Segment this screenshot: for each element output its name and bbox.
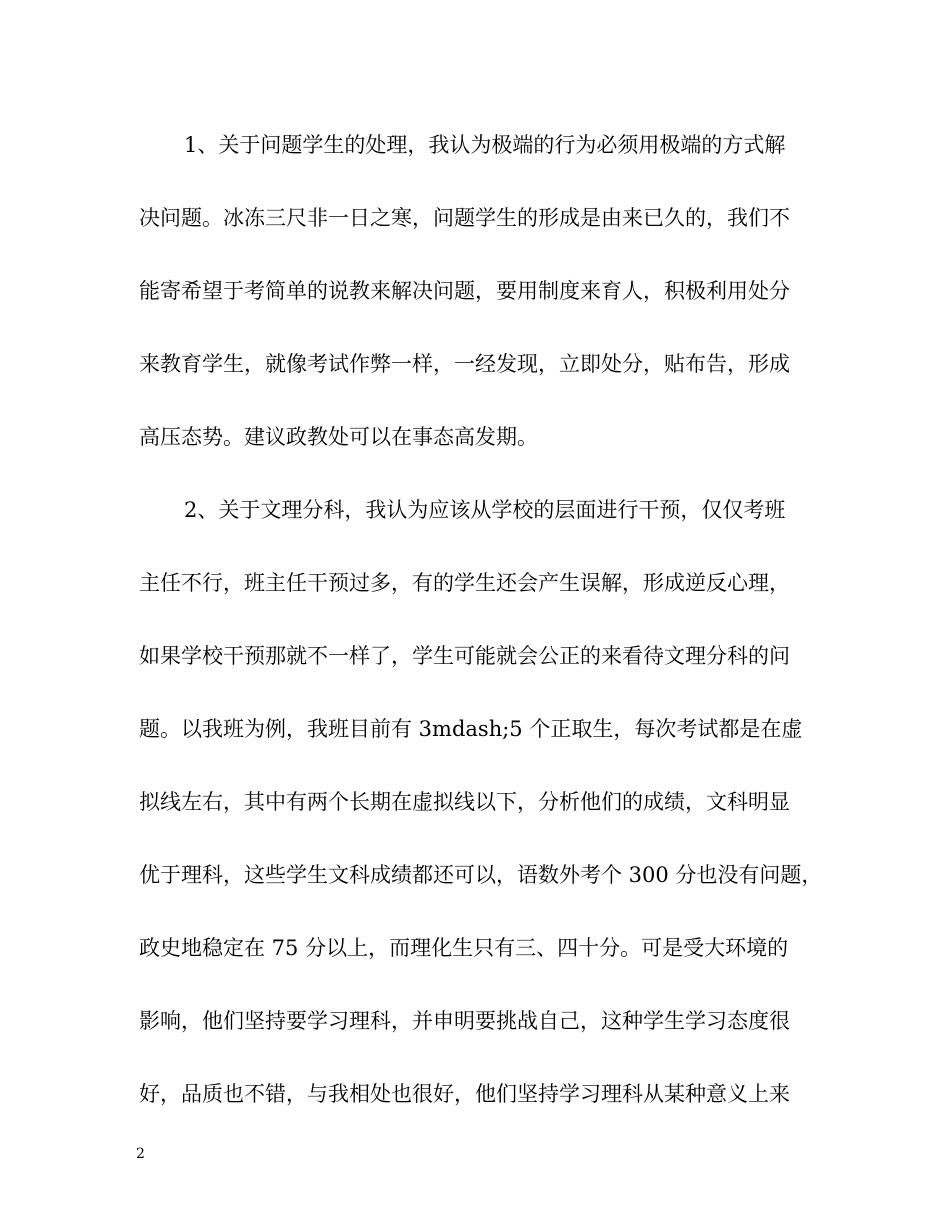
paragraph-2-line-7: 政史地稳定在 75 分以上，而理化生只有三、四十分。可是受大环境的 (139, 936, 789, 960)
paragraph-2-line-5: 拟线左右，其中有两个长期在虚拟线以下，分析他们的成绩，文科明显 (139, 790, 790, 814)
paragraph-2-line-8: 影响，他们坚持要学习理科，并申明要挑战自己，这种学生学习态度很 (139, 1009, 790, 1033)
paragraph-1-line-5: 高压态势。建议政教处可以在事态高发期。 (139, 425, 538, 449)
paragraph-2-line-6: 优于理科，这些学生文科成绩都还可以，语数外考个 300 分也没有问题， (139, 863, 823, 887)
paragraph-1-line-1: 1、关于问题学生的处理，我认为极端的行为必须用极端的方式解 (184, 133, 786, 157)
paragraph-2-line-4: 题。以我班为例，我班目前有 3mdash;5 个正取生，每次考试都是在虚 (139, 717, 803, 741)
paragraph-1-line-3: 能寄希望于考简单的说教来解决问题，要用制度来育人，积极利用处分 (139, 279, 790, 303)
paragraph-2-line-3: 如果学校干预那就不一样了，学生可能就会公正的来看待文理分科的问 (139, 644, 790, 668)
paragraph-2-line-9: 好，品质也不错，与我相处也很好，他们坚持学习理科从某种意义上来 (139, 1082, 790, 1106)
paragraph-2-line-1: 2、关于文理分科，我认为应该从学校的层面进行干预，仅仅考班 (184, 498, 786, 522)
paragraph-1-line-2: 决问题。冰冻三尺非一日之寒，问题学生的形成是由来已久的，我们不 (139, 206, 790, 230)
paragraph-1-line-4: 来教育学生，就像考试作弊一样，一经发现，立即处分，贴布告，形成 (139, 352, 790, 376)
page-number: 2 (136, 1146, 145, 1162)
paragraph-2-line-2: 主任不行，班主任干预过多，有的学生还会产生误解，形成逆反心理， (139, 571, 790, 595)
